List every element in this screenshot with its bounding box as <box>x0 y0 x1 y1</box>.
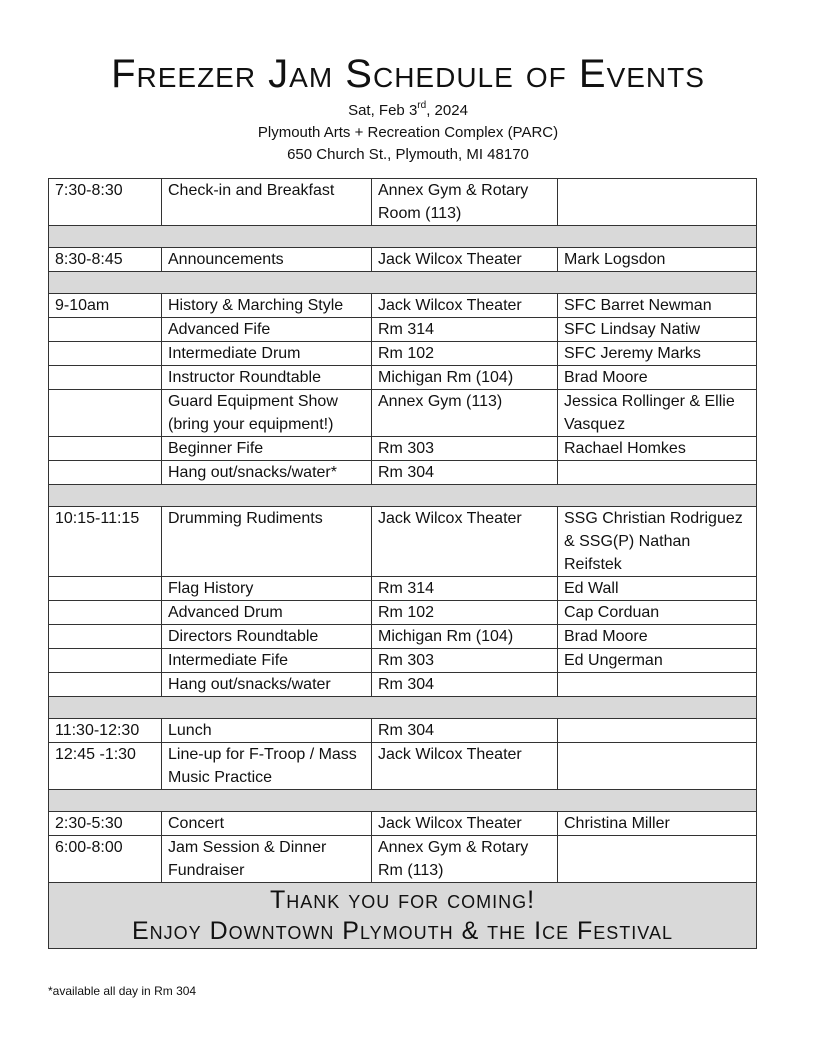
time-cell <box>49 390 162 437</box>
schedule-row <box>49 507 757 577</box>
event-cell: Announcements <box>162 248 372 272</box>
time-cell: 6:00-8:00 <box>49 836 162 883</box>
schedule-row <box>49 625 757 649</box>
event-cell: Advanced Fife <box>162 318 372 342</box>
schedule-row <box>49 836 757 883</box>
schedule-row <box>49 179 757 226</box>
instructor-cell: SSG Christian Rodriguez & SSG(P) Nathan Reifstek <box>558 507 757 577</box>
time-cell: 8:30-8:45 <box>49 248 162 272</box>
location-cell: Rm 304 <box>372 719 558 743</box>
schedule-row <box>49 318 757 342</box>
instructor-cell <box>558 461 757 485</box>
instructor-cell: SFC Lindsay Natiw <box>558 318 757 342</box>
date-suffix: , 2024 <box>426 102 468 119</box>
festival-line: Enjoy Downtown Plymouth & the Ice Festival <box>132 917 673 945</box>
event-date <box>0 101 816 121</box>
separator-row <box>49 485 757 507</box>
instructor-cell <box>558 179 757 226</box>
time-cell <box>49 673 162 697</box>
instructor-cell <box>558 743 757 790</box>
separator-row <box>49 790 757 812</box>
separator-cell <box>49 272 757 294</box>
event-cell: Jam Session & Dinner Fundraiser <box>162 836 372 883</box>
event-cell: Line-up for F-Troop / Mass Music Practice <box>162 743 372 790</box>
date-superscript: rd <box>417 100 427 111</box>
time-cell <box>49 437 162 461</box>
footnote: *available all day in Rm 304 <box>48 984 197 998</box>
time-cell <box>49 461 162 485</box>
location-cell: Rm 314 <box>372 577 558 601</box>
time-cell <box>49 342 162 366</box>
time-cell: 12:45 -1:30 <box>49 743 162 790</box>
time-cell: 10:15-11:15 <box>49 507 162 577</box>
location-cell: Jack Wilcox Theater <box>372 507 558 577</box>
location-cell: Rm 303 <box>372 649 558 673</box>
venue-address: 650 Church St., Plymouth, MI 48170 <box>287 146 529 163</box>
location-cell: Annex Gym & Rotary Rm (113) <box>372 836 558 883</box>
schedule-row <box>49 461 757 485</box>
schedule-row <box>49 437 757 461</box>
page-title: Freezer Jam Schedule of Events <box>111 52 705 96</box>
separator-row <box>49 272 757 294</box>
location-cell: Michigan Rm (104) <box>372 366 558 390</box>
time-cell <box>49 577 162 601</box>
instructor-cell: SFC Barret Newman <box>558 294 757 318</box>
instructor-cell: SFC Jeremy Marks <box>558 342 757 366</box>
schedule-row <box>49 294 757 318</box>
event-cell: Concert <box>162 812 372 836</box>
event-cell: Hang out/snacks/water <box>162 673 372 697</box>
separator-row <box>49 226 757 248</box>
location-cell: Annex Gym (113) <box>372 390 558 437</box>
thank-you-row <box>49 883 757 949</box>
location-cell: Jack Wilcox Theater <box>372 248 558 272</box>
event-cell: Guard Equipment Show (bring your equipment!) <box>162 390 372 437</box>
schedule-row <box>49 248 757 272</box>
event-cell: History & Marching Style <box>162 294 372 318</box>
thank-you-cell <box>49 883 757 949</box>
event-cell: Instructor Roundtable <box>162 366 372 390</box>
schedule-row <box>49 390 757 437</box>
schedule-row <box>49 601 757 625</box>
location-cell: Rm 304 <box>372 461 558 485</box>
location-cell: Jack Wilcox Theater <box>372 294 558 318</box>
venue-name: Plymouth Arts + Recreation Complex (PARC) <box>257 124 559 141</box>
instructor-cell: Rachael Homkes <box>558 437 757 461</box>
instructor-cell <box>558 673 757 697</box>
instructor-cell: Ed Wall <box>558 577 757 601</box>
location-cell: Rm 304 <box>372 673 558 697</box>
schedule-row <box>49 649 757 673</box>
schedule-row <box>49 719 757 743</box>
time-cell: 9-10am <box>49 294 162 318</box>
event-cell: Drumming Rudiments <box>162 507 372 577</box>
schedule-body <box>49 179 757 883</box>
event-cell: Intermediate Drum <box>162 342 372 366</box>
time-cell <box>49 649 162 673</box>
schedule-row <box>49 812 757 836</box>
event-cell: Intermediate Fife <box>162 649 372 673</box>
separator-cell <box>49 790 757 812</box>
time-cell <box>49 601 162 625</box>
location-cell: Rm 102 <box>372 342 558 366</box>
separator-cell <box>49 485 757 507</box>
event-cell: Hang out/snacks/water* <box>162 461 372 485</box>
instructor-cell: Ed Ungerman <box>558 649 757 673</box>
separator-cell <box>49 226 757 248</box>
time-cell: 11:30-12:30 <box>49 719 162 743</box>
instructor-cell: Christina Miller <box>558 812 757 836</box>
location-cell: Annex Gym & Rotary Room (113) <box>372 179 558 226</box>
event-cell: Check-in and Breakfast <box>162 179 372 226</box>
location-cell: Rm 303 <box>372 437 558 461</box>
event-cell: Flag History <box>162 577 372 601</box>
instructor-cell <box>558 836 757 883</box>
location-cell: Rm 102 <box>372 601 558 625</box>
event-cell: Advanced Drum <box>162 601 372 625</box>
instructor-cell: Cap Corduan <box>558 601 757 625</box>
separator-row <box>49 697 757 719</box>
date-prefix: Sat, Feb 3 <box>348 102 418 119</box>
location-cell: Jack Wilcox Theater <box>372 743 558 790</box>
thank-you-line: Thank you for coming! <box>269 886 536 914</box>
instructor-cell: Brad Moore <box>558 366 757 390</box>
instructor-cell: Jessica Rollinger & Ellie Vasquez <box>558 390 757 437</box>
event-cell: Lunch <box>162 719 372 743</box>
schedule-row <box>49 673 757 697</box>
location-cell: Michigan Rm (104) <box>372 625 558 649</box>
event-cell: Beginner Fife <box>162 437 372 461</box>
time-cell <box>49 625 162 649</box>
schedule-row <box>49 577 757 601</box>
time-cell <box>49 366 162 390</box>
separator-cell <box>49 697 757 719</box>
event-cell: Directors Roundtable <box>162 625 372 649</box>
schedule-table <box>48 178 757 949</box>
location-cell: Jack Wilcox Theater <box>372 812 558 836</box>
location-cell: Rm 314 <box>372 318 558 342</box>
schedule-row <box>49 743 757 790</box>
schedule-row <box>49 342 757 366</box>
time-cell: 7:30-8:30 <box>49 179 162 226</box>
time-cell <box>49 318 162 342</box>
time-cell: 2:30-5:30 <box>49 812 162 836</box>
instructor-cell: Mark Logsdon <box>558 248 757 272</box>
schedule-row <box>49 366 757 390</box>
instructor-cell: Brad Moore <box>558 625 757 649</box>
instructor-cell <box>558 719 757 743</box>
